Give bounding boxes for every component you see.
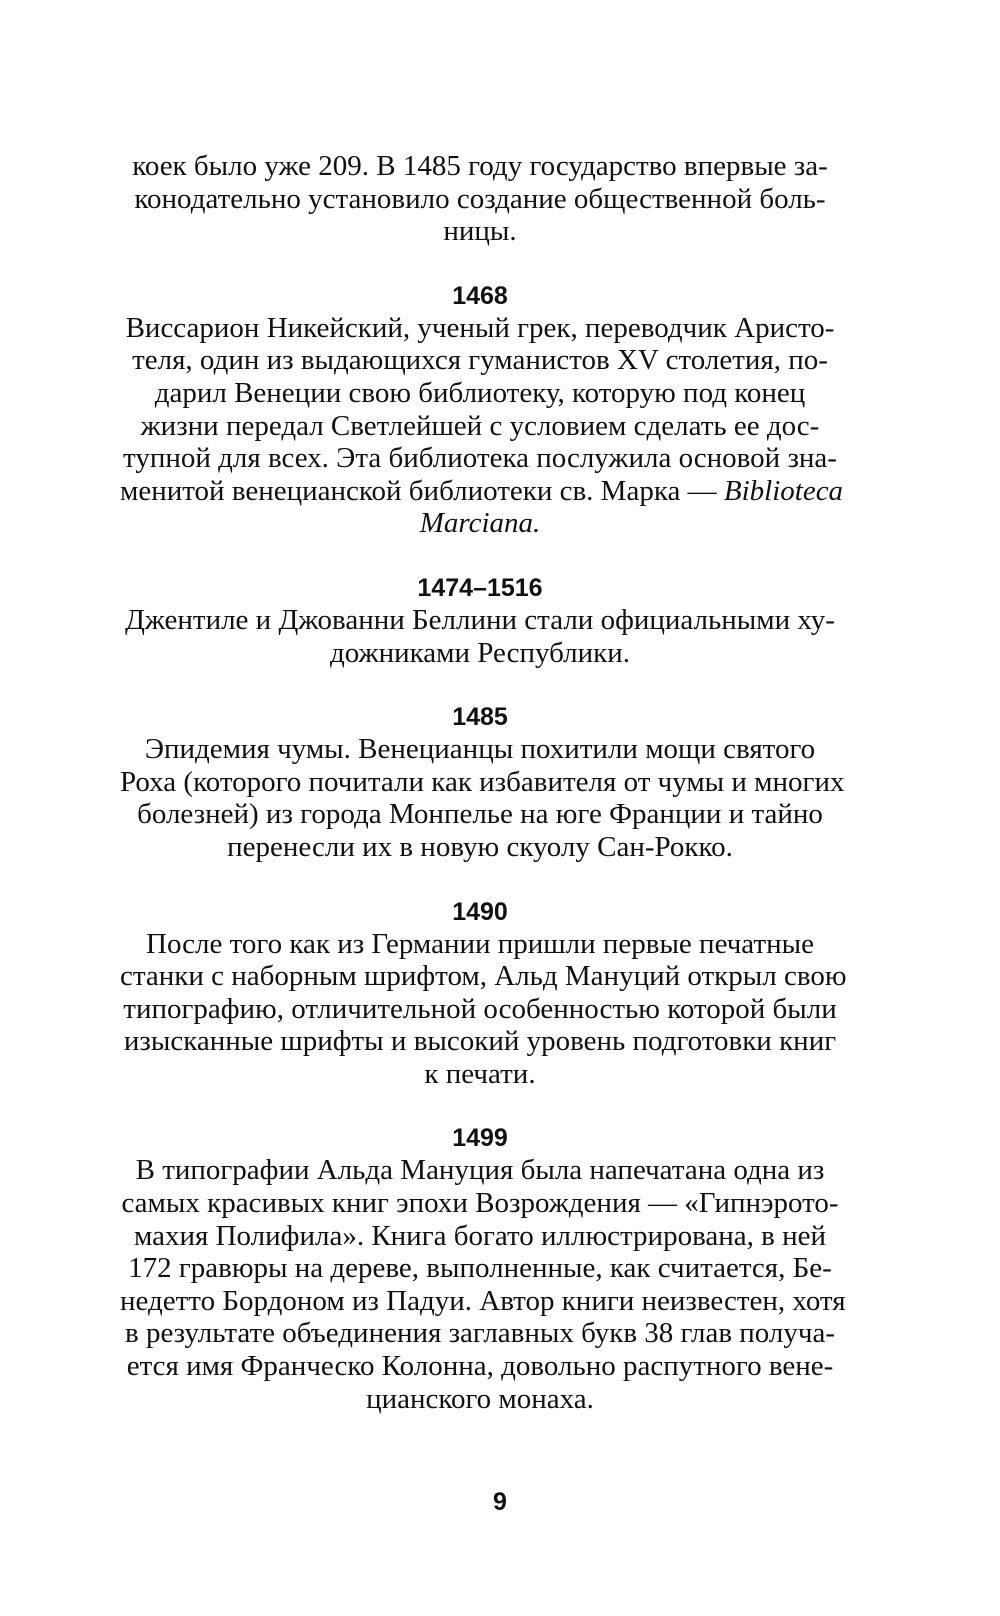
text-line: махия Полифила». Книга богато иллюстрирована, в ней: [133, 1219, 827, 1252]
text-line: в результате объединения заглавных букв 38 глав получа-: [125, 1317, 835, 1350]
text-span: менитой венецианской библиотеки св. Марка —: [120, 474, 724, 507]
text-line: самых красивых книг эпохи Возрождения — «Гипнэрото-: [121, 1187, 839, 1220]
text-line: коек было уже 209. В 1485 году государство впервые за-: [132, 150, 828, 182]
entry-year: 1499: [452, 1124, 508, 1153]
text-line: конодательно установило создание общественной боль-: [134, 182, 826, 215]
entry-1468: [120, 280, 844, 540]
text-line: к печати.: [424, 1057, 536, 1090]
entry-1490: [120, 896, 847, 1091]
text-line: [120, 507, 840, 540]
text-line: болезней) из города Монпелье на юге Франции и тайно: [137, 798, 823, 831]
intro-paragraph: [120, 150, 840, 248]
text-line: дожниками Республики.: [330, 636, 630, 669]
text-line: дарил Венеции свою библиотеку, которую под конец: [154, 376, 806, 409]
text-line: изысканные шрифты и высокий уровень подготовки книг: [123, 1025, 837, 1058]
italic-title: Biblioteca: [723, 474, 844, 507]
text-line: ется имя Франческо Колонна, довольно распутного вене-: [126, 1350, 834, 1383]
text-line: жизни передал Светлейшей с условием сделать ее дос-: [140, 409, 820, 442]
text-line: Джентиле и Джованни Беллини стали официальными ху-: [125, 603, 835, 636]
text-line: недетто Бордоном из Падуи. Автор книги неизвестен, хотя: [120, 1284, 846, 1317]
text-line: цианского монаха.: [366, 1382, 594, 1415]
text-line: Эпидемия чумы. Венецианцы похитили мощи святого: [144, 733, 816, 766]
text-line: [120, 474, 844, 508]
text-line: ницы.: [443, 215, 517, 248]
page-number: 9: [493, 1488, 507, 1516]
text-line: После того как из Германии пришли первые печатные: [146, 927, 814, 960]
italic-title: Marciana.: [419, 507, 541, 540]
text-line: тупной для всех. Эта библиотека послужила основой зна-: [123, 442, 837, 475]
text-line: 172 гравюры на дереве, выполненные, как считается, Бе-: [128, 1252, 832, 1285]
text-line: Роха (которого почитали как избавителя от чумы и многих: [120, 765, 845, 798]
text-line: станки с наборным шрифтом, Альд Мануций открыл свою: [120, 960, 847, 993]
entry-1485: [120, 701, 845, 863]
entry-year: 1485: [452, 703, 508, 732]
text-line: типографию, отличительной особенностью которой были: [123, 992, 837, 1025]
text-line: В типографии Альда Мануция была напечатана одна из: [135, 1154, 825, 1187]
entry-year: 1490: [452, 897, 508, 926]
entry-year: 1474–1516: [417, 573, 543, 602]
text-line: Виссарион Никейский, ученый грек, переводчик Аристо-: [125, 311, 835, 344]
text-line: теля, один из выдающихся гуманистов XV столетия, по-: [132, 344, 828, 377]
page-body: [120, 150, 847, 1415]
entry-year: 1468: [452, 281, 508, 310]
entry-1474-1516: [120, 572, 840, 669]
entry-1499: [120, 1122, 846, 1415]
text-line: перенесли их в новую скуолу Сан-Рокко.: [227, 830, 733, 863]
